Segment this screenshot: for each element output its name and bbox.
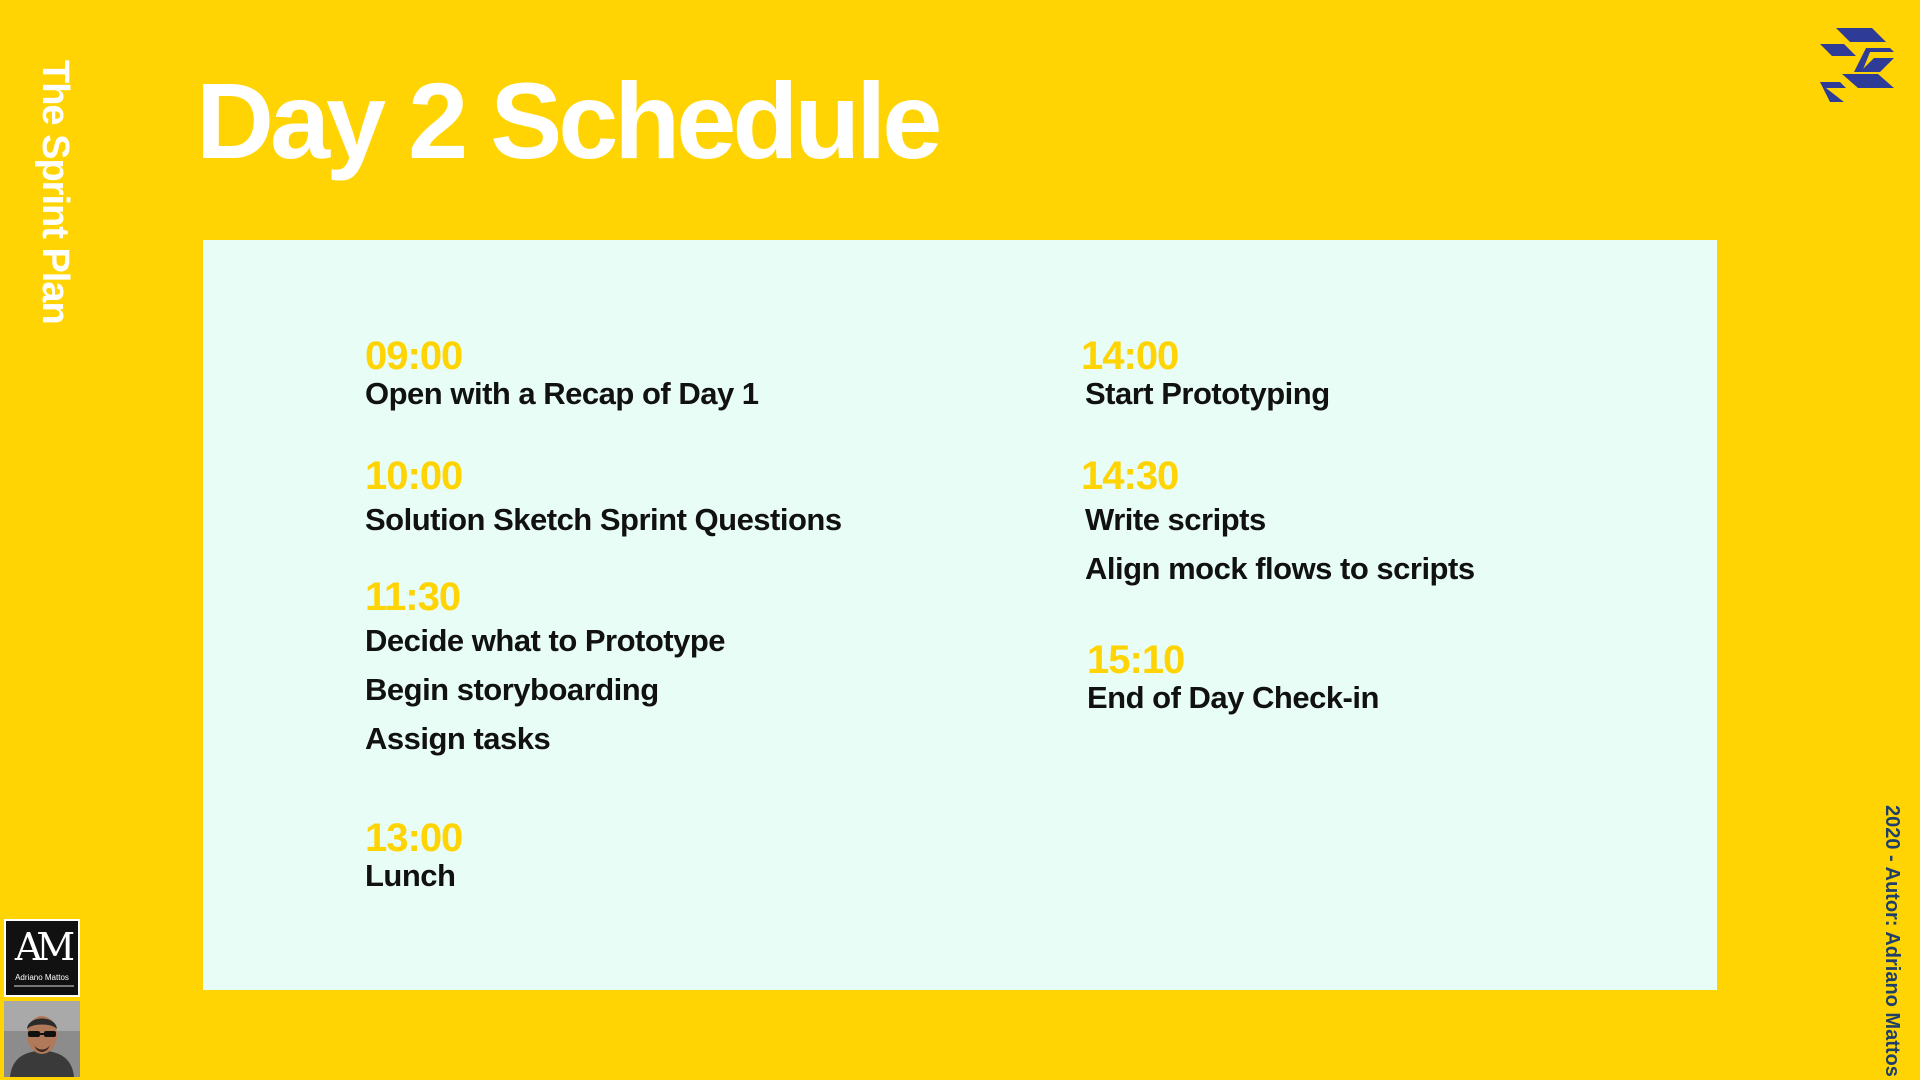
badge-divider [14,985,74,987]
badge-name: Adriano Mattos [15,973,69,982]
badge-monogram: AM [14,925,70,969]
schedule-task: End of Day Check-in [1087,680,1379,715]
schedule-time: 09:00 [365,334,463,378]
schedule-task: Decide what to Prototype [365,623,726,658]
author-monogram [4,919,80,997]
schedule-task: Begin storyboarding [365,672,659,707]
schedule-task: Solution Sketch Sprint Questions [365,502,842,537]
schedule-panel [203,240,1717,990]
schedule-task: Open with a Recap of Day 1 [365,376,759,411]
schedule-time: 10:00 [365,454,463,498]
schedule-block [365,818,965,894]
schedule-time: 14:30 [1081,454,1179,498]
schedule-block [365,577,965,757]
page-title: Day 2 Schedule [196,60,939,181]
author-photo [4,1001,80,1077]
schedule-block [365,336,965,412]
schedule-time: 15:10 [1087,638,1185,682]
side-title: The Sprint Plan [34,60,76,324]
schedule-task: Align mock flows to scripts [1085,551,1475,586]
schedule-time: 14:00 [1081,334,1179,378]
schedule-block [1081,336,1641,412]
footer-credit: 2020 - Autor: Adriano Mattos [1881,805,1903,1077]
schedule-task: Write scripts [1085,502,1266,537]
schedule-task: Assign tasks [365,721,551,756]
schedule-time: 11:30 [365,575,461,619]
schedule-time: 13:00 [365,816,463,860]
brand-logo-icon [1814,22,1900,104]
schedule-task: Start Prototyping [1085,376,1330,411]
schedule-block [365,456,965,538]
schedule-block [1087,640,1647,716]
schedule-task: Lunch [365,858,456,893]
schedule-block [1081,456,1641,587]
